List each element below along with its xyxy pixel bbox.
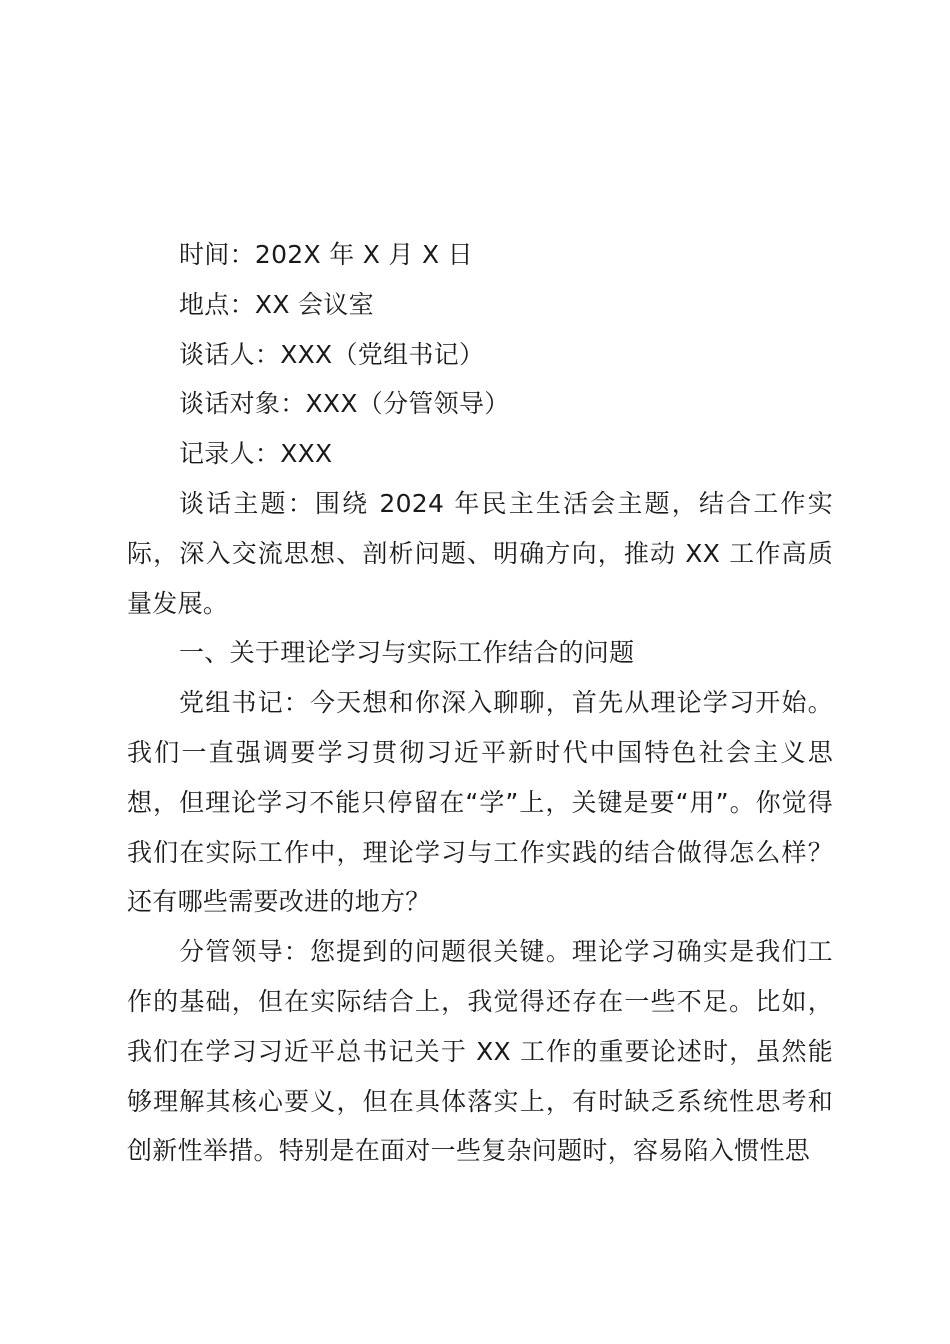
meta-target: 谈话对象：XXX（分管领导） (179, 389, 510, 419)
document-body (127, 230, 833, 1176)
meta-recorder: 记录人：XXX (179, 439, 333, 469)
paragraph-leader: 分管领导：您提到的问题很关键。理论学习确实是我们工作的基础，但在实际结合上，我觉得还存在一些不足。比如，我们在学习习近平总书记关于 XX 工作的重要论述时，虽然能够理解其核心要义，但在具体落实上，有时缺乏系统性思考和创新性举措。特别是在面对一些复杂问题时，容易陷入惯性思 (127, 937, 833, 1166)
meta-time: 时间：202X 年 X 月 X 日 (179, 240, 473, 269)
meta-place: 地点：XX 会议室 (179, 289, 374, 319)
section-heading: 一、关于理论学习与实际工作结合的问题 (179, 638, 635, 668)
paragraph-secretary: 党组书记：今天想和你深入聊聊，首先从理论学习开始。我们一直强调要学习贯彻习近平新时代中国特色社会主义思想，但理论学习不能只停留在“学”上，关键是要“用”。你觉得我们在实际工作中，理论学习与工作实践的结合做得怎么样？还有哪些需要改进的地方？ (127, 688, 833, 917)
meta-topic: 谈话主题：围绕 2024 年民主生活会主题，结合工作实际，深入交流思想、剖析问题、明确方向，推动 XX 工作高质量发展。 (127, 488, 833, 618)
meta-speaker: 谈话人：XXX（党组书记） (179, 339, 485, 369)
